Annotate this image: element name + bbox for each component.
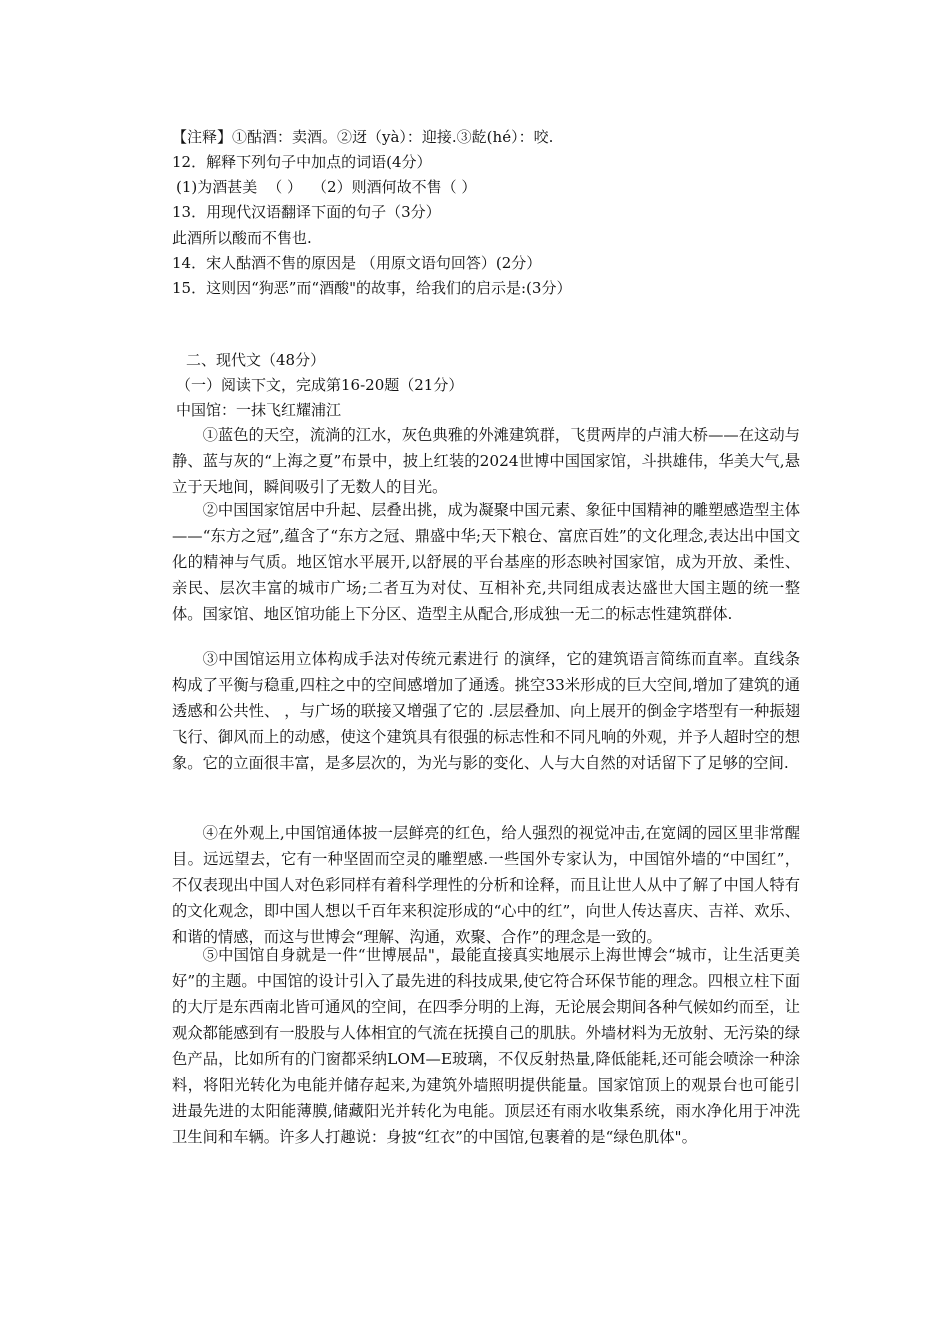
question-15: 15．这则因“狗恶”而“酒酸"的故事，给我们的启示是:(3分）	[172, 279, 572, 297]
question-14: 14．宋人酤酒不售的原因是 （用原文语句回答）(2分）	[172, 254, 542, 272]
annotation-notes: 【注释】①酤酒：卖酒。②迓（yà）：迎接.③龁(hé）：咬.	[172, 128, 554, 146]
section-heading: 二、现代文（48分）	[186, 351, 326, 369]
answer-blank-1: （ ）	[267, 178, 303, 196]
question-12-items	[176, 177, 476, 197]
section-subheading: （一）阅读下文，完成第16-20题（21分）	[176, 376, 464, 394]
article-title: 中国馆：一抹飞红耀浦江	[176, 401, 342, 419]
question-12-item-2: （2）则酒何故不售	[312, 178, 442, 196]
article-paragraph-4: ④在外观上,中国馆通体披一层鲜亮的红色，给人强烈的视觉冲击,在宽阔的园区里非常醒目。远远望去，它有一种坚固而空灵的雕塑感.一些国外专家认为，中国馆外墙的“中国红”，不仅表现出中国人对色彩同样有着科学理性的分析和诠释，而且让世人从中了解了中国人特有的文化观念，即中国人想以千百年来积淀形成的“心中的红”，向世人传达喜庆、吉祥、欢乐、和谐的情感，而这与世博会“理解、沟通，欢聚、合作”的理念是一致的。	[172, 824, 800, 946]
question-12-item-1: (1)为酒甚美	[176, 178, 258, 196]
article-paragraph-1: ①蓝色的天空，流淌的江水，灰色典雅的外滩建筑群，飞贯两岸的卢浦大桥——在这动与静、蓝与灰的“上海之夏”布景中，披上红装的2024世博中国国家馆，斗拱雄伟，华美大气,悬立于天地间，瞬间吸引了无数人的目光。	[172, 426, 800, 496]
question-13: 13．用现代汉语翻译下面的句子（3分）	[172, 203, 441, 221]
answer-blank-2: （ ）	[441, 178, 477, 196]
article-paragraph-3: ③中国馆运用立体构成手法对传统元素进行 的演绎，它的建筑语言简练而直率。直线条构成了平衡与稳重,四柱之中的空间感增加了通透。挑空33米形成的巨大空间,增加了建筑的通透感和公共性、 ，与广场的联接又增强了它的 .层层叠加、向上展开的倒金字塔型有一种振翅飞行、御风而上的动感，使这个建筑具有很强的标志性和不同凡响的外观，并予人超时空的想象。它的立面很丰富，是多层次的，为光与影的变化、人与大自然的对话留下了足够的空间.	[172, 650, 800, 772]
article-paragraph-5: ⑤中国馆自身就是一件“世博展品"，最能直接真实地展示上海世博会“城市，让生活更美好”的主题。中国馆的设计引入了最先进的科技成果,使它符合环保节能的理念。四根立柱下面的大厅是东西南北皆可通风的空间，在四季分明的上海，无论展会期间各种气候如约而至，让观众都能感到有一股股与人体相宜的气流在抚摸自己的肌肤。外墙材料为无放射、无污染的绿色产品，比如所有的门窗都采纳LOM—E玻璃，不仅反射热量,降低能耗,还可能会喷涂一种涂料，将阳光转化为电能并储存起来,为建筑外墙照明提供能量。国家馆顶上的观景台也可能引进最先进的太阳能薄膜,储藏阳光并转化为电能。顶层还有雨水收集系统，雨水净化用于冲洗卫生间和车辆。许多人打趣说：身披“红衣”的中国馆,包裹着的是“绿色肌体"。	[172, 946, 800, 1146]
question-12: 12．解释下列句子中加点的词语(4分）	[172, 153, 432, 171]
question-13-sentence: 此酒所以酸而不售也.	[172, 229, 312, 247]
article-paragraph-2: ②中国国家馆居中升起、层叠出挑，成为凝聚中国元素、象征中国精神的雕塑感造型主体——“东方之冠”,蕴含了“东方之冠、鼎盛中华;天下粮仓、富庶百姓”的文化理念,表达出中国文化的精神与气质。地区馆水平展开,以舒展的平台基座的形态映衬国家馆，成为开放、柔性、亲民、层次丰富的城市广场;二者互为对仗、互相补充,共同组成表达盛世大国主题的统一整体。国家馆、地区馆功能上下分区、造型主从配合,形成独一无二的标志性建筑群体.	[172, 501, 800, 623]
